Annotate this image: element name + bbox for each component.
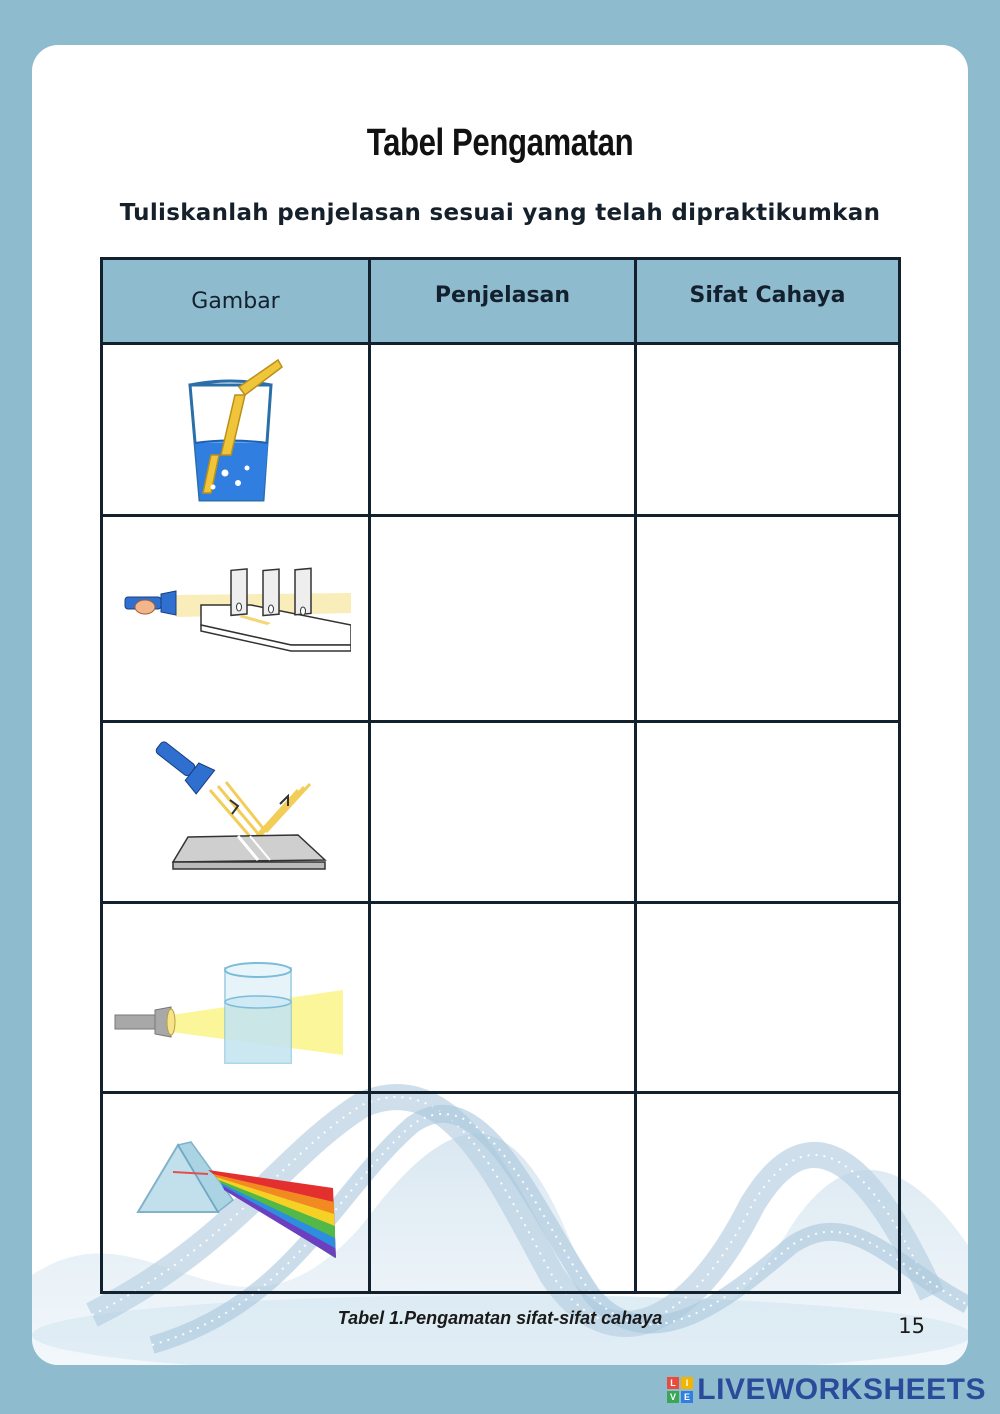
- answer-penjelasan-3[interactable]: [373, 726, 631, 898]
- answer-sifat-cahaya-3[interactable]: [640, 726, 895, 898]
- observation-table: [100, 257, 901, 1294]
- answer-penjelasan-4[interactable]: [373, 907, 631, 1088]
- row-divider: [103, 720, 898, 723]
- flashlight-through-cardboard-holes-picture: [121, 565, 351, 660]
- answer-sifat-cahaya-4[interactable]: [640, 907, 895, 1088]
- column-divider: [634, 260, 637, 1291]
- column-divider: [368, 260, 371, 1291]
- table-caption: Tabel 1.Pengamatan sifat-sifat cahaya: [337, 1308, 663, 1328]
- answer-sifat-cahaya-2[interactable]: [640, 520, 895, 717]
- prism-rainbow-dispersion-picture: [133, 1140, 343, 1265]
- straw-in-water-glass-picture: [183, 355, 293, 505]
- row-divider: [103, 1091, 898, 1094]
- liveworksheets-logo-icon: L I V E: [667, 1377, 693, 1403]
- answer-penjelasan-5[interactable]: [373, 1097, 631, 1288]
- row-divider: [103, 514, 898, 517]
- liveworksheets-watermark: [667, 1374, 986, 1406]
- header-gambar: Gambar: [191, 288, 280, 314]
- header-penjelasan: Penjelasan: [434, 282, 571, 308]
- answer-penjelasan-1[interactable]: [373, 346, 631, 511]
- row-divider: [103, 901, 898, 904]
- page-subtitle: Tuliskanlah penjelasan sesuai yang telah dipraktikumkan: [119, 200, 881, 226]
- page-number: 15: [898, 1314, 925, 1338]
- answer-sifat-cahaya-5[interactable]: [640, 1097, 895, 1288]
- page-title: Tabel Pengamatan: [366, 122, 634, 164]
- brand-name: LIVEWORKSHEETS: [697, 1373, 986, 1406]
- flashlight-reflecting-on-mirror-picture: [148, 732, 328, 887]
- flashlight-through-glass-of-water-picture: [113, 960, 348, 1065]
- answer-sifat-cahaya-1[interactable]: [640, 346, 895, 511]
- answer-penjelasan-2[interactable]: [373, 520, 631, 717]
- header-sifat-cahaya: Sifat Cahaya: [689, 282, 846, 308]
